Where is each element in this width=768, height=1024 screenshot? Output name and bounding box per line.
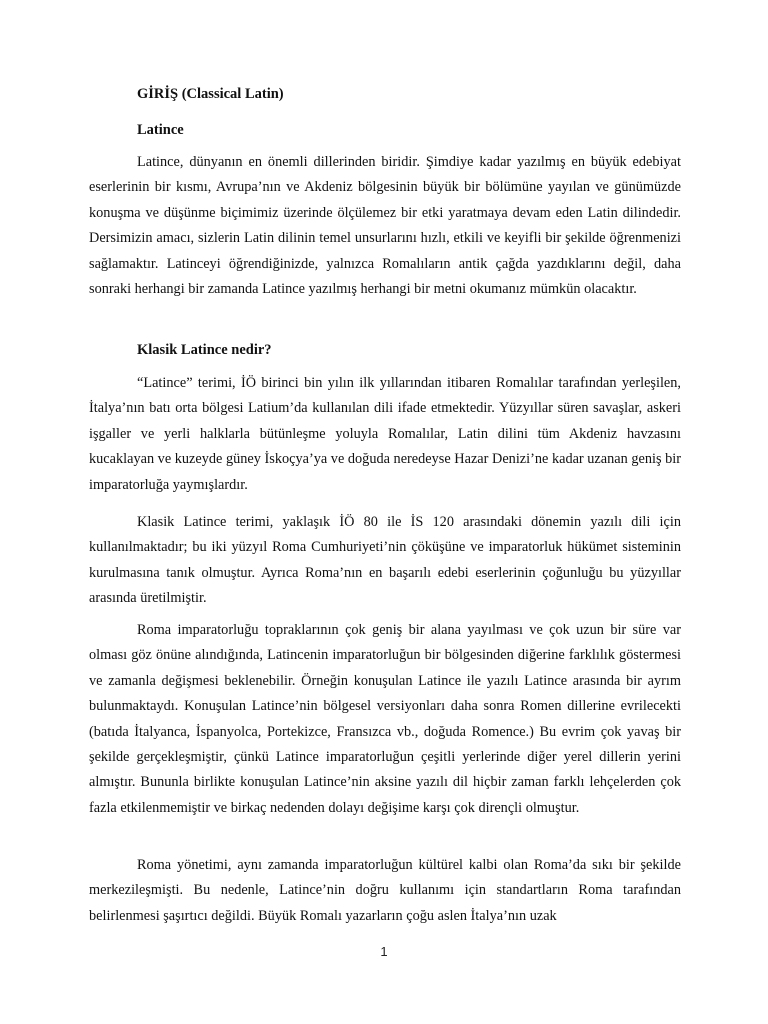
paragraph-1: Latince, dünyanın en önemli dillerinden biridir. Şimdiye kadar yazılmış en büyük edebiyat eserlerinin bir kısmı, Avrupa’nın ve Akdeniz bölgesinin büyük bir bölümüne yayılan ve günümüzde konuşma ve düşünme biçimimiz üzerinde ölçülemez bir etki yaratmaya devam eden Latin dilindedir. Dersimizin amacı, sizlerin Latin dilinin temel unsurlarını hızlı, etkili ve keyifli bir şekilde öğrenmenizi sağlamaktır. Latinceyi öğrendiğinizde, yalnızca Romalıların antik çağda yazdıklarını değil, daha sonraki herhangi bir zamanda Latince yazılmış herhangi bir metni okumanız mümkün olacaktır. — [89, 154, 681, 298]
document-page — [89, 0, 681, 1024]
paragraph-5: Roma yönetimi, aynı zamanda imparatorluğun kültürel kalbi olan Roma’da sıkı bir şekilde merkezileşmişti. Bu nedenle, Latince’nin doğru kullanımı için standartların Roma tarafından belirlenmesi şaşırtıcı değildi. Büyük Romalı yazarların çoğu aslen İtalya’nın uzak — [89, 857, 681, 924]
paragraph-4: Roma imparatorluğu topraklarının çok geniş bir alana yayılması ve çok uzun bir süre var olması göz önüne alındığında, Latincenin imparatorluğun bir bölgesinden diğerine farklılık göstermesi ve zamanla değişmesi beklenebilir. Örneğin konuşulan Latince ile yazılı Latince arasında bir ayrım bulunmaktaydı. Konuşulan Latince’nin bölgesel versiyonları daha sonra Romen dillerine evrilecekti (batıda İtalyanca, İspanyolca, Portekizce, Fransızca vb., doğuda Romence.) Bu evrim çok yavaş bir şekilde gerçekleşmiştir, çünkü Latince imparatorluğun çeşitli yerlerinde diğer yerel dillerin yerini almıştır. Bununla birlikte konuşulan Latince’nin aksine yazılı dil hiçbir zaman farklı lehçelerden çok fazla etkilenmemiştir ve birkaç nedenden dolayı değişime karşı çok dirençli olmuştur. — [89, 622, 681, 816]
paragraph-3: Klasik Latince terimi, yaklaşık İÖ 80 ile İS 120 arasındaki dönemin yazılı dili için kullanılmaktadır; bu iki yüzyıl Roma Cumhuriyeti’nin çöküşüne ve imparatorluk hükümet sisteminin kurulmasına tanık olmuştur. Ayrıca Roma’nın en başarılı edebi eserlerinin çoğunluğu bu yüzyıllar arasında üretilmiştir. — [89, 514, 681, 607]
document-title: GİRİŞ (Classical Latin) — [137, 86, 284, 102]
section-heading-latince: Latince — [137, 122, 184, 138]
section-heading-klasik-latince: Klasik Latince nedir? — [137, 342, 272, 358]
page-number: 1 — [380, 944, 388, 959]
paragraph-2: “Latince” terimi, İÖ birinci bin yılın ilk yıllarından itibaren Romalılar tarafından yerleşilen, İtalya’nın batı orta bölgesi Latium’da kullanılan dili ifade etmektedir. Yüzyıllar süren savaşlar, askeri işgaller ve yerli halklarla bütünleşme yoluyla Romalılar, Latin dilini tüm Akdeniz havzasını kucaklayan ve kuzeyde güney İskoçya’ya ve doğuda neredeyse Hazar Denizi’ne kadar uzanan geniş bir imparatorluğa yaymışlardır. — [89, 375, 681, 493]
